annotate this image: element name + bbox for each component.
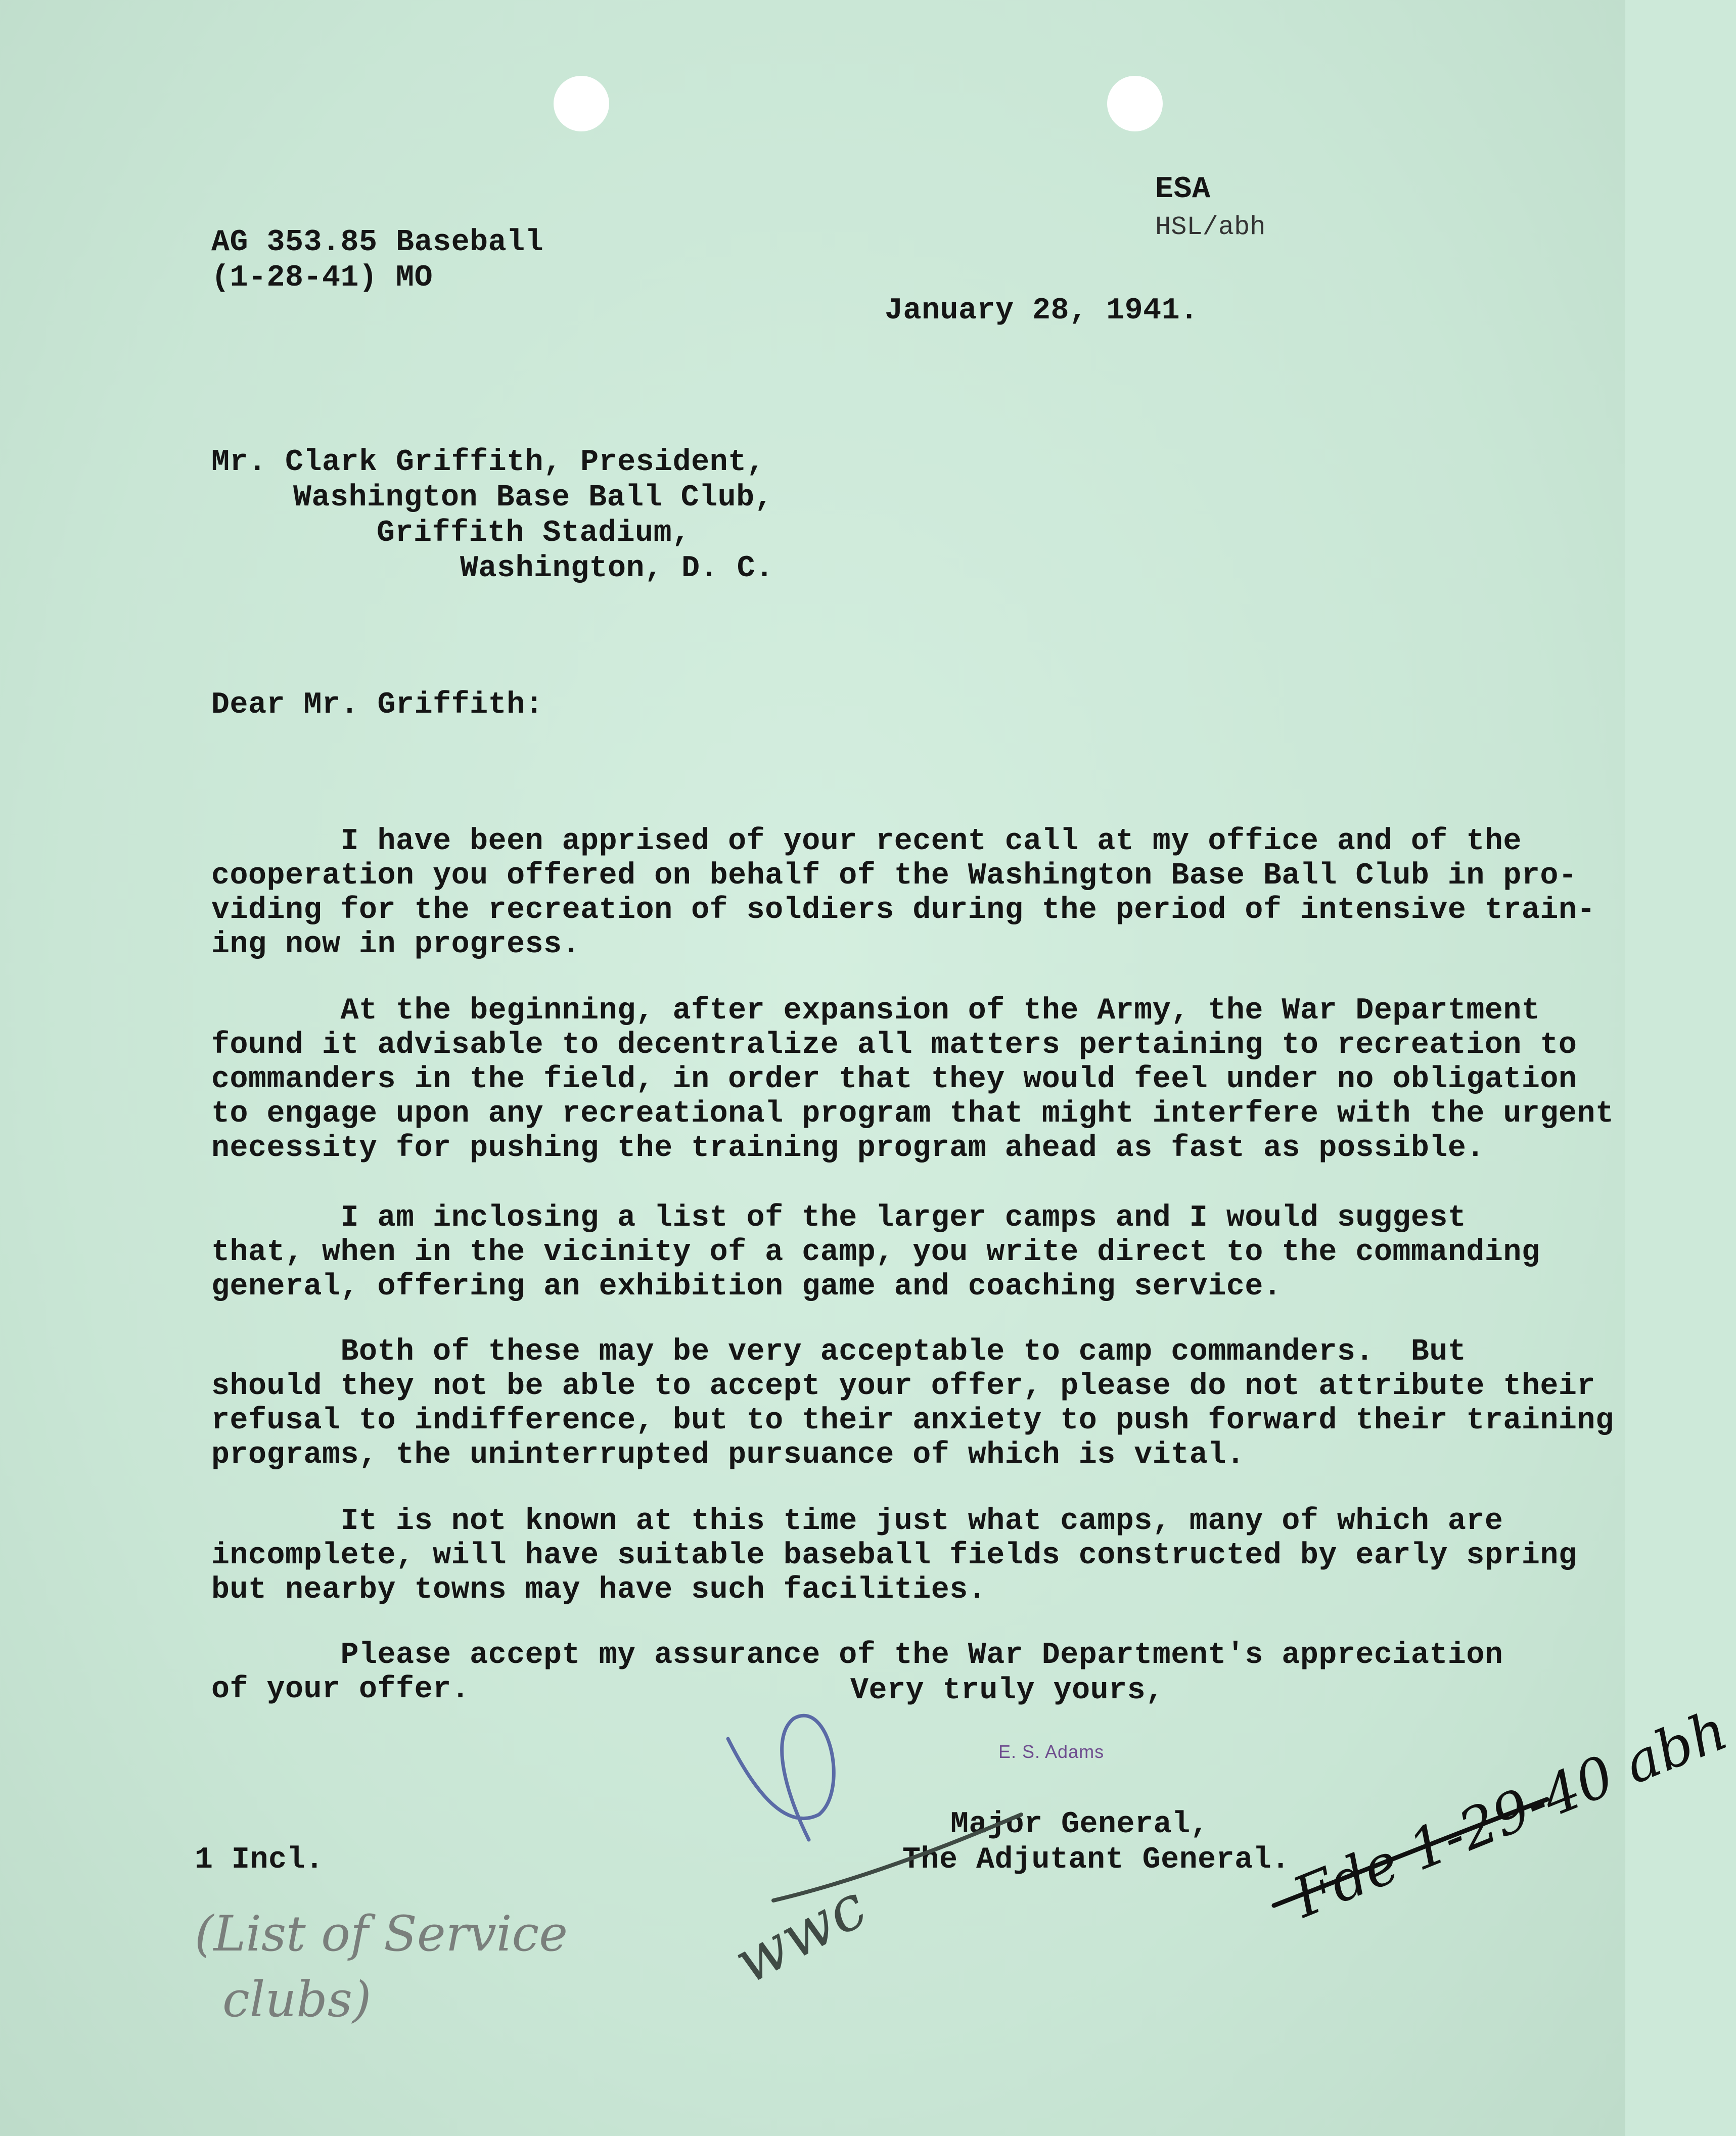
- valediction: Very truly yours,: [850, 1674, 1164, 1708]
- salutation: Dear Mr. Griffith:: [211, 688, 544, 722]
- office-code: ESA: [1155, 172, 1211, 207]
- recipient-line-3: Griffith Stadium,: [377, 516, 691, 550]
- recipient-line-1: Mr. Clark Griffith, President,: [211, 445, 765, 480]
- recipient-line-2: Washington Base Ball Club,: [293, 481, 773, 515]
- enclosure-label: 1 Incl.: [195, 1843, 324, 1877]
- signature-stamp: E. S. Adams: [998, 1741, 1105, 1762]
- handwritten-enclosure-note-2: clubs): [222, 1971, 372, 2028]
- black-pen-underline: [1274, 1799, 1547, 1906]
- body-paragraph: Please accept my assurance of the War Department's appreciation of your offer.: [211, 1638, 1503, 1707]
- reference-line-2: (1-28-41) MO: [211, 261, 433, 295]
- handwritten-enclosure-note-1: (List of Service: [195, 1906, 568, 1962]
- signer-title-2: The Adjutant General.: [902, 1843, 1290, 1877]
- body-paragraph: Both of these may be very acceptable to camp commanders. But should they not be able to accept your offer, please do not attribute their refusal to indifference, but to their anxiety to push forward their training programs, the uninterrupted pursuance of which is vital.: [211, 1335, 1614, 1472]
- recipient-line-4: Washington, D. C.: [460, 551, 774, 586]
- blue-pen-check-mark: [728, 1715, 834, 1840]
- letter-date: January 28, 1941.: [885, 294, 1199, 328]
- body-paragraph: At the beginning, after expansion of the Army, the War Department found it advisable to decentralize all matters pertaining to recreation to commanders in the field, in order that they would feel under no obligation to engage upon any recreational program that might interfere with the urgent necessity for pushing the training program ahead as fast as possible.: [211, 994, 1614, 1166]
- typist-initials: HSL/abh: [1155, 212, 1266, 242]
- body-paragraph: It is not known at this time just what camps, many of which are incomplete, will have suitable baseball fields constructed by early spring but nearby towns may have such facilities.: [211, 1504, 1577, 1607]
- handwritten-file-mark: Fde 1-29-40 abh: [1284, 1697, 1736, 1930]
- handwritten-initials-mark: wwc: [723, 1871, 878, 1998]
- reference-line-1: AG 353.85 Baseball: [211, 225, 544, 260]
- gray-pen-underline: [773, 1815, 1021, 1900]
- body-paragraph: I have been apprised of your recent call at my office and of the cooperation you offered on behalf of the Washington Base Ball Club in pro- viding for the recreation of soldiers during the period of intensive train- ing now in progress.: [211, 824, 1595, 962]
- body-paragraph: I am inclosing a list of the larger camps and I would suggest that, when in the vicinity of a camp, you write direct to the commanding general, offering an exhibition game and coaching service.: [211, 1201, 1540, 1304]
- signer-title-1: Major General,: [950, 1807, 1209, 1842]
